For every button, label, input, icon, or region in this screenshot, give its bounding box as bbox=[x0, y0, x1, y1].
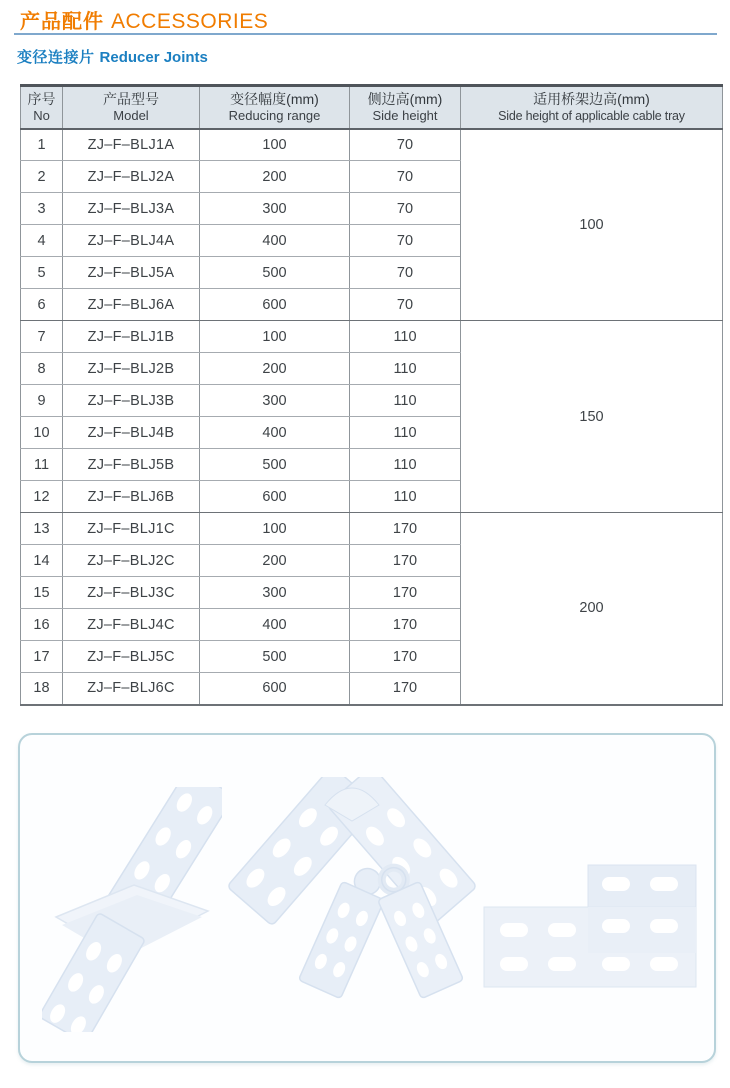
header-model-en: Model bbox=[113, 108, 149, 124]
model-cell: ZJ–F–BLJ2C bbox=[63, 545, 200, 577]
model-cell: ZJ–F–BLJ3A bbox=[63, 193, 200, 225]
header-reducing-range bbox=[200, 86, 350, 129]
reducing-range-cell: 300 bbox=[200, 385, 350, 417]
header-reducing-range-zh: 变径幅度(mm) bbox=[230, 90, 319, 107]
table-header bbox=[21, 86, 723, 129]
row-no-cell: 11 bbox=[21, 449, 63, 481]
model-cell: ZJ–F–BLJ5A bbox=[63, 257, 200, 289]
side-height-cell: 70 bbox=[350, 129, 461, 161]
model-cell: ZJ–F–BLJ5B bbox=[63, 449, 200, 481]
row-no-cell: 7 bbox=[21, 321, 63, 353]
row-no-cell: 6 bbox=[21, 289, 63, 321]
model-cell: ZJ–F–BLJ3C bbox=[63, 577, 200, 609]
header-side-height bbox=[350, 86, 461, 129]
reducing-range-cell: 300 bbox=[200, 577, 350, 609]
model-cell: ZJ–F–BLJ2A bbox=[63, 161, 200, 193]
reducing-range-cell: 100 bbox=[200, 129, 350, 161]
product-photo-flat-step-reducer-plate bbox=[482, 863, 702, 993]
row-no-cell: 8 bbox=[21, 353, 63, 385]
row-no-cell: 4 bbox=[21, 225, 63, 257]
side-height-cell: 110 bbox=[350, 449, 461, 481]
row-no-cell: 5 bbox=[21, 257, 63, 289]
reducing-range-cell: 400 bbox=[200, 417, 350, 449]
header-no-en: No bbox=[33, 108, 50, 124]
table-body bbox=[21, 129, 723, 705]
reducing-range-cell: 400 bbox=[200, 609, 350, 641]
reducing-range-cell: 500 bbox=[200, 257, 350, 289]
model-cell: ZJ–F–BLJ1C bbox=[63, 513, 200, 545]
reducing-range-cell: 600 bbox=[200, 289, 350, 321]
title-underline bbox=[14, 33, 717, 35]
row-no-cell: 18 bbox=[21, 673, 63, 705]
side-height-cell: 70 bbox=[350, 193, 461, 225]
row-no-cell: 12 bbox=[21, 481, 63, 513]
model-cell: ZJ–F–BLJ1B bbox=[63, 321, 200, 353]
row-no-cell: 13 bbox=[21, 513, 63, 545]
section-title-en: Reducer Joints bbox=[99, 49, 208, 66]
reducing-range-cell: 600 bbox=[200, 673, 350, 705]
side-height-cell: 70 bbox=[350, 225, 461, 257]
applicable-tray-height-cell: 200 bbox=[461, 513, 723, 705]
reducing-range-cell: 200 bbox=[200, 161, 350, 193]
product-photos-panel bbox=[18, 733, 716, 1063]
reducing-range-cell: 500 bbox=[200, 641, 350, 673]
page-title-en: ACCESSORIES bbox=[111, 10, 269, 33]
table-header-row bbox=[21, 86, 723, 129]
reducing-range-cell: 500 bbox=[200, 449, 350, 481]
row-no-cell: 9 bbox=[21, 385, 63, 417]
product-photo-z-offset-reducer-bracket bbox=[42, 787, 222, 1032]
side-height-cell: 170 bbox=[350, 609, 461, 641]
header-side-height-en: Side height bbox=[372, 108, 438, 124]
side-height-cell: 170 bbox=[350, 577, 461, 609]
table-row bbox=[21, 129, 723, 161]
side-height-cell: 70 bbox=[350, 289, 461, 321]
side-height-cell: 170 bbox=[350, 513, 461, 545]
row-no-cell: 17 bbox=[21, 641, 63, 673]
header-applicable-tray-height-zh: 适用桥架边高(mm) bbox=[533, 90, 650, 107]
row-no-cell: 2 bbox=[21, 161, 63, 193]
reducing-range-cell: 600 bbox=[200, 481, 350, 513]
side-height-cell: 110 bbox=[350, 321, 461, 353]
side-height-cell: 110 bbox=[350, 385, 461, 417]
model-cell: ZJ–F–BLJ2B bbox=[63, 353, 200, 385]
z-offset-reducer-bracket-image bbox=[42, 787, 222, 1032]
row-no-cell: 15 bbox=[21, 577, 63, 609]
model-cell: ZJ–F–BLJ6A bbox=[63, 289, 200, 321]
reducing-range-cell: 200 bbox=[200, 353, 350, 385]
header-model bbox=[63, 86, 200, 129]
reducing-range-cell: 400 bbox=[200, 225, 350, 257]
side-height-cell: 110 bbox=[350, 353, 461, 385]
header-side-height-zh: 侧边高(mm) bbox=[367, 90, 443, 107]
reducing-range-cell: 300 bbox=[200, 193, 350, 225]
table-row bbox=[21, 513, 723, 545]
row-no-cell: 10 bbox=[21, 417, 63, 449]
model-cell: ZJ–F–BLJ4A bbox=[63, 225, 200, 257]
section-title bbox=[17, 46, 208, 67]
row-no-cell: 16 bbox=[21, 609, 63, 641]
model-cell: ZJ–F–BLJ6C bbox=[63, 673, 200, 705]
model-cell: ZJ–F–BLJ3B bbox=[63, 385, 200, 417]
product-photo-v-angle-reducer-plates bbox=[215, 777, 485, 1012]
side-height-cell: 110 bbox=[350, 481, 461, 513]
table-row bbox=[21, 321, 723, 353]
model-cell: ZJ–F–BLJ4C bbox=[63, 609, 200, 641]
reducing-range-cell: 100 bbox=[200, 513, 350, 545]
page-title-zh: 产品配件 bbox=[20, 11, 104, 33]
section-title-zh: 变径连接片 bbox=[17, 49, 95, 66]
side-height-cell: 170 bbox=[350, 545, 461, 577]
model-cell: ZJ–F–BLJ4B bbox=[63, 417, 200, 449]
page-title bbox=[20, 5, 268, 34]
row-no-cell: 1 bbox=[21, 129, 63, 161]
v-angle-reducer-plates-image bbox=[215, 777, 485, 1012]
row-no-cell: 14 bbox=[21, 545, 63, 577]
side-height-cell: 70 bbox=[350, 257, 461, 289]
applicable-tray-height-cell: 100 bbox=[461, 129, 723, 321]
applicable-tray-height-cell: 150 bbox=[461, 321, 723, 513]
model-cell: ZJ–F–BLJ6B bbox=[63, 481, 200, 513]
model-cell: ZJ–F–BLJ1A bbox=[63, 129, 200, 161]
model-cell: ZJ–F–BLJ5C bbox=[63, 641, 200, 673]
header-no bbox=[21, 86, 63, 129]
side-height-cell: 170 bbox=[350, 641, 461, 673]
reducing-range-cell: 100 bbox=[200, 321, 350, 353]
side-height-cell: 70 bbox=[350, 161, 461, 193]
flat-step-reducer-plate-image bbox=[482, 863, 702, 993]
header-model-zh: 产品型号 bbox=[103, 90, 159, 107]
header-reducing-range-en: Reducing range bbox=[228, 108, 321, 124]
header-no-zh: 序号 bbox=[27, 90, 56, 107]
side-height-cell: 170 bbox=[350, 673, 461, 705]
reducing-range-cell: 200 bbox=[200, 545, 350, 577]
side-height-cell: 110 bbox=[350, 417, 461, 449]
header-applicable-tray-height-en: Side height of applicable cable tray bbox=[498, 108, 685, 123]
row-no-cell: 3 bbox=[21, 193, 63, 225]
header-applicable-tray-height bbox=[461, 86, 723, 129]
reducer-joints-spec-table bbox=[20, 84, 723, 706]
